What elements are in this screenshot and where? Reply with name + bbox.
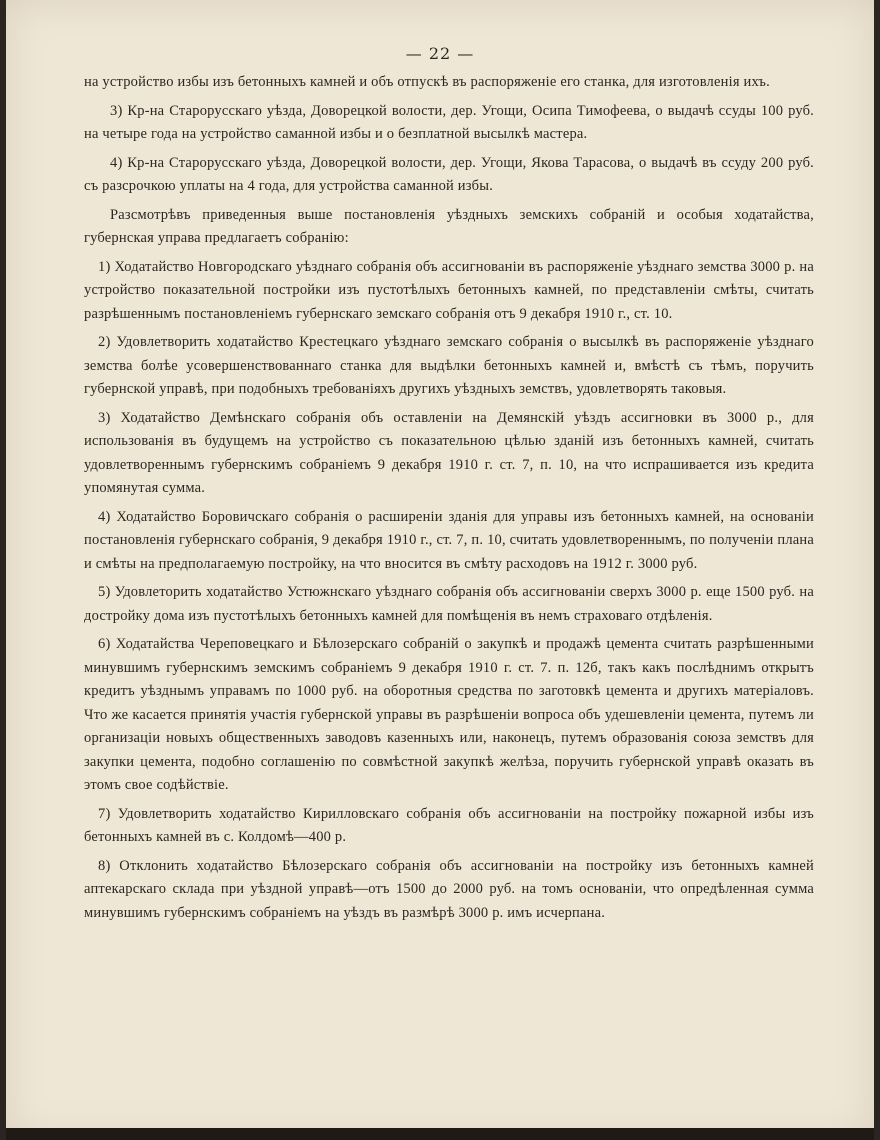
document-body xyxy=(84,71,814,930)
proposal-item-1: 1) Ходатайство Новгородскаго уѣзднаго собранія объ ассигнованіи въ распоряженіе уѣзднаго земства 3000 р. на устройство показательной постройки изъ пустотѣлыхъ бетонныхъ камней, по представленіи смѣты, считать разрѣшеннымъ постановленіемъ губернскаго земскаго собранія отъ 9 декабря 1910 г., ст. 10. xyxy=(84,258,814,322)
paragraph-proposal-intro: Разсмотрѣвъ приведенныя выше постановленія уѣздныхъ земскихъ собраній и особыя ходатайства, губернская управа предлагаетъ собранію: xyxy=(84,206,814,246)
page-number: — 22 — xyxy=(405,44,475,63)
proposal-item-5: 5) Удовлеторить ходатайство Устюжнскаго уѣзднаго собранія объ ассигнованіи сверхъ 3000 р. еще 1500 руб. на достройку дома изъ пустотѣлыхъ бетонныхъ камней для помѣщенія въ немъ страховаго отдѣленія. xyxy=(84,584,814,624)
proposal-item-4: 4) Ходатайство Боровичскаго собранія о расширеніи зданія для управы изъ бетонныхъ камней, на основаніи постановленія губернскаго собранія, 9 декабря 1910 г., ст. 7, п. 10, считать удовлетвореннымъ, по полученіи плана и смѣты на предполагаемую постройку, на что вносится въ смѣту расходовъ на 1912 г. 3000 руб. xyxy=(84,508,814,572)
document-page xyxy=(6,0,874,1140)
proposal-item-7: 7) Удовлетворить ходатайство Кирилловскаго собранія объ ассигнованіи на постройку пожарной избы изъ бетонныхъ камней въ с. Колдомѣ—400 р. xyxy=(84,805,814,845)
paragraph-petition-4: 4) Кр-на Старорусскаго уѣзда, Доворецкой волости, дер. Угощи, Якова Тарасова, о выдачѣ въ ссуду 200 руб. съ разсрочкою уплаты на 4 года, для устройства саманной избы. xyxy=(84,154,814,194)
proposal-item-8: 8) Отклонить ходатайство Бѣлозерскаго собранія объ ассигнованіи на постройку изъ бетонныхъ камней аптекарскаго склада при уѣздной управѣ—отъ 1500 до 2000 руб. на томъ основаніи, что опредѣленная сумма минувшимъ губернскимъ собраніемъ на уѣздъ въ размѣрѣ 3000 р. имъ исчерпана. xyxy=(84,857,814,921)
paragraph-petition-3: 3) Кр-на Старорусскаго уѣзда, Доворецкой волости, дер. Угощи, Осипа Тимофеева, о выдачѣ ссуды 100 руб. на четыре года на устройство саманной избы и о безплатной высылкѣ мастера. xyxy=(84,102,814,142)
proposal-item-6: 6) Ходатайства Череповецкаго и Бѣлозерскаго собраній о закупкѣ и продажѣ цемента считать разрѣшенными минувшимъ губернскимъ земскимъ собраніемъ 9 декабря 1910 г. ст. 7. п. 12б, такъ какъ послѣднимъ открытъ кредитъ уѣзднымъ управамъ по 1000 руб. на оборотныя средства по заготовкѣ цемента и другихъ матеріаловъ. Что же касается принятія участія губернской управы въ разрѣшеніи вопроса объ удешевленіи цемента, путемъ ли организаціи новыхъ общественныхъ заводовъ казенныхъ или, наконецъ, путемъ образованія союза земствъ для закупки цемента, подобно соглашенію по совмѣстной закупкѣ желѣза, поручить губернской управѣ оказать въ этомъ свое содѣйствіе. xyxy=(84,636,814,793)
proposal-item-2: 2) Удовлетворить ходатайство Крестецкаго уѣзднаго земскаго собранія о высылкѣ въ распоряженіе уѣзднаго земства болѣе усовершенствованнаго станка для выдѣлки бетонныхъ камней и, вмѣстѣ съ тѣмъ, поручить губернской управѣ, при подобныхъ требованіяхъ другихъ уѣздныхъ земствъ, удовлетворять таковыя. xyxy=(84,334,814,397)
proposal-item-3: 3) Ходатайство Демѣнскаго собранія объ оставленіи на Демянскій уѣздъ ассигновки въ 3000 р., для использованія въ будущемъ на устройство съ показательною цѣлью зданій изъ бетонныхъ камней, считать удовлетвореннымъ губернскимъ собраніемъ 9 декабря 1910 г. ст. 7, п. 10, на что испрашивается изъ кредита упомянутая сумма. xyxy=(84,409,814,496)
page-bottom-edge xyxy=(6,1128,874,1140)
paragraph-continuation: на устройство избы изъ бетонныхъ камней и объ отпускѣ въ распоряженіе его станка, для изготовленія ихъ. xyxy=(84,74,770,90)
